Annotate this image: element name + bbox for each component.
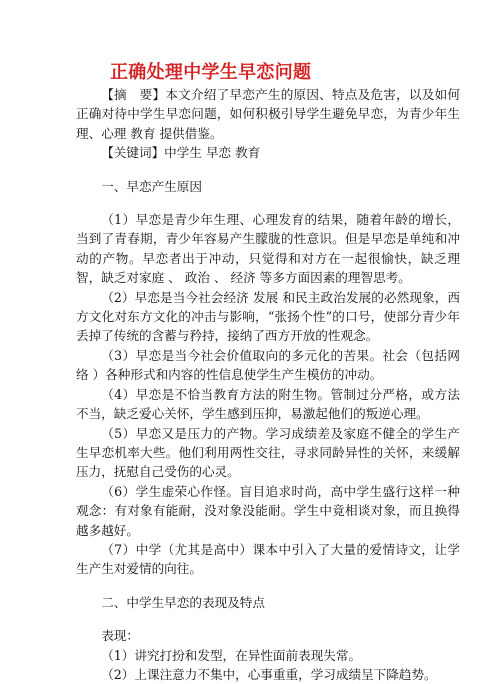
symptoms-subheading: 表现：: [101, 628, 139, 644]
abstract: [76, 85, 460, 143]
keywords: [76, 143, 460, 162]
section-heading-causes: 一、早恋产生原因: [101, 178, 202, 194]
cause-paragraph-1: （1）早恋是青少年生理、心理发育的结果，随着年龄的增长，当到了青春期，青少年容易产生朦胧的性意识。但是早恋是单纯和冲动的产物。早恋者出于冲动，只觉得和对方在一起很愉快，缺乏理智，缺乏对家庭 、 政治 、 经济 等多方面因素的理智思考。: [76, 212, 460, 286]
cause-paragraph-7: （7）中学（尤其是高中）课本中引入了大量的爱情诗文，让学生产生对爱情的向往。: [76, 541, 460, 577]
symptom-item-1: （1）讲究打扮和发型，在异性面前表现失常。: [101, 647, 362, 663]
symptom-item-2: （2）上课注意力不集中，心事重重，学习成绩呈下降趋势。: [101, 666, 437, 682]
section-heading-symptoms: 二、中学生早恋的表现及特点: [101, 594, 265, 610]
cause-paragraph-3: （3）早恋是当今社会价值取向的多元化的苦果。社会（包括网络 ）各种形式和内容的性信息使学生产生模仿的冲动。: [76, 347, 460, 383]
cause-paragraph-2: （2）早恋是当今社会经济 发展 和民主政治发展的必然现象，西方文化对东方文化的冲击与影响，“张扬个性”的口号，使部分青少年丢掉了传统的含蓄与矜持，接纳了西方开放的性观念。: [76, 289, 460, 344]
keywords-text: 中学生 早恋 教育: [164, 145, 261, 161]
abstract-text: 本文介绍了早恋产生的原因、特点及危害，以及如何正确对待中学生早恋问题，如何积极引导学生避免早恋，为青少年生理、心理 教育 提供借鉴。: [76, 87, 461, 141]
abstract-label: 【摘 要】: [101, 87, 166, 102]
keywords-label: 【关键词】: [101, 145, 165, 161]
cause-paragraph-5: （5）早恋又是压力的产物。学习成绩差及家庭不健全的学生产生早恋机率大些。他们利用两性交往，寻求同龄异性的关怀，来缓解压力，抚慰自己受伤的心灵。: [76, 425, 460, 480]
document-title: 正确处理中学生早恋问题: [110, 62, 312, 83]
cause-paragraph-6: （6）学生虚荣心作怪。盲目追求时尚，高中学生盛行这样一种观念：有对象有能耐，没对象没能耐。学生中竟相谈对象，而且换得越多越好。: [76, 483, 460, 538]
cause-paragraph-4: （4）早恋是不恰当教育方法的附生物。管制过分严格，或方法不当，缺乏爱心关怀，学生感到压抑，易激起他们的叛逆心理。: [76, 386, 460, 422]
